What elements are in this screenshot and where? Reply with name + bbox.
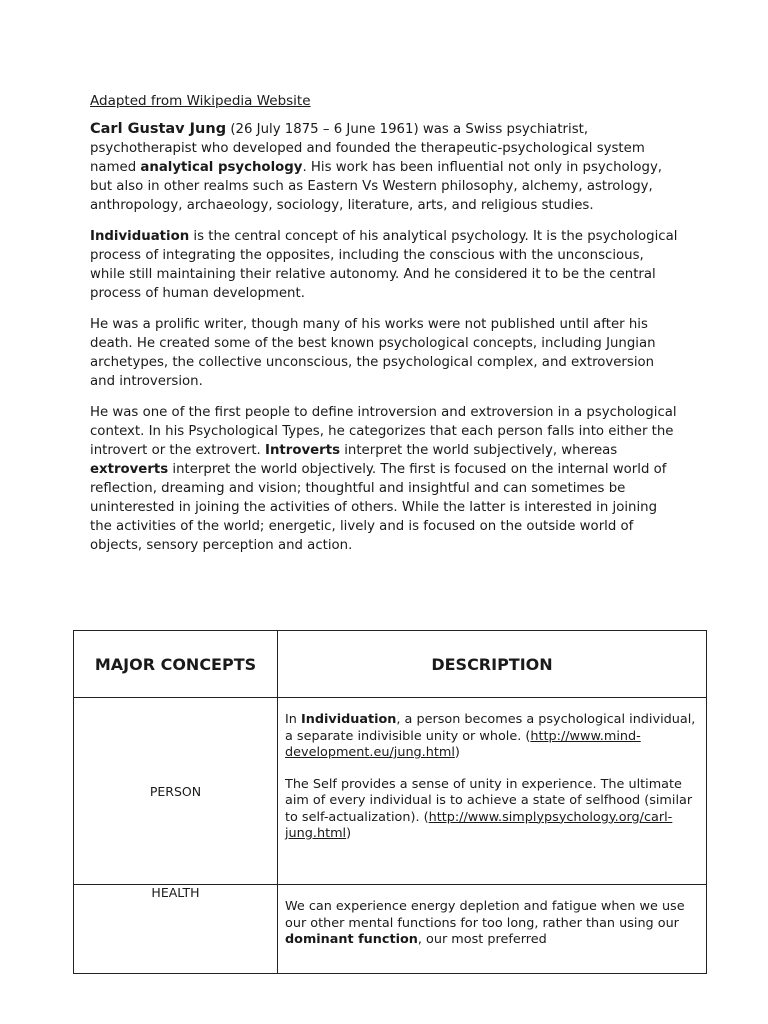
- table-row: [74, 885, 707, 974]
- mind-development-link[interactable]: http://www.mind-development.eu/jung.html: [285, 728, 641, 760]
- concepts-table: [73, 630, 707, 974]
- intro-paragraph: Carl Gustav Jung (26 July 1875 – 6 June 1961) was a Swiss psychiatrist, psychotherapist who developed and founded the therapeutic-psychological system named analytical psychology. His work has been influential not only in psychology, but also in other realms such as Eastern Vs Western philosophy, alchemy, astrology, anthropology, archaeology, sociology, literature, arts, and religious studies.: [90, 121, 663, 213]
- header-description: DESCRIPTION: [278, 631, 707, 698]
- description-person: In Individuation, a person becomes a psychological individual, a separate indivisible unity or whole. (http://www.mind-development.eu/jung.html) The Self provides a sense of unity in experience. The ultimate aim of every individual is to achieve a state of selfhood (similar to self-actualization). (http://www.simplypsychology.org/carl-jung.html): [278, 698, 707, 885]
- concept-health: HEALTH: [74, 885, 278, 974]
- document-body: [90, 92, 682, 567]
- simplypsychology-link[interactable]: http://www.simplypsychology.org/carl-jung.html: [285, 809, 673, 841]
- table-header-row: [74, 631, 707, 698]
- concept-person: PERSON: [74, 698, 278, 885]
- description-health: We can experience energy depletion and fatigue when we use our other mental functions for too long, rather than using our dominant function, our most preferred: [278, 885, 707, 974]
- table-row: [74, 698, 707, 885]
- subject-name: Carl Gustav Jung: [90, 121, 227, 137]
- header-major-concepts: MAJOR CONCEPTS: [74, 631, 278, 698]
- types-paragraph: He was one of the first people to define introversion and extroversion in a psychological context. In his Psychological Types, he categorizes that each person falls into either the introvert or the extrovert. Introverts interpret the world subjectively, whereas extroverts interpret the world objectively. The first is focused on the internal world of reflection, dreaming and vision; thoughtful and insightful and can sometimes be uninterested in joining the activities of others. While the latter is interested in joining the activities of the world; energetic, lively and is focused on the outside world of objects, sensory perception and action.: [90, 405, 677, 553]
- source-note: Adapted from Wikipedia Website: [90, 93, 311, 109]
- individuation-paragraph: Individuation is the central concept of his analytical psychology. It is the psychological process of integrating the opposites, including the conscious with the unconscious, while still maintaining their relative autonomy. And he considered it to be the central process of human development.: [90, 229, 678, 301]
- writer-paragraph: He was a prolific writer, though many of his works were not published until after his death. He created some of the best known psychological concepts, including Jungian archetypes, the collective unconscious, the psychological complex, and extroversion and introversion.: [90, 317, 656, 389]
